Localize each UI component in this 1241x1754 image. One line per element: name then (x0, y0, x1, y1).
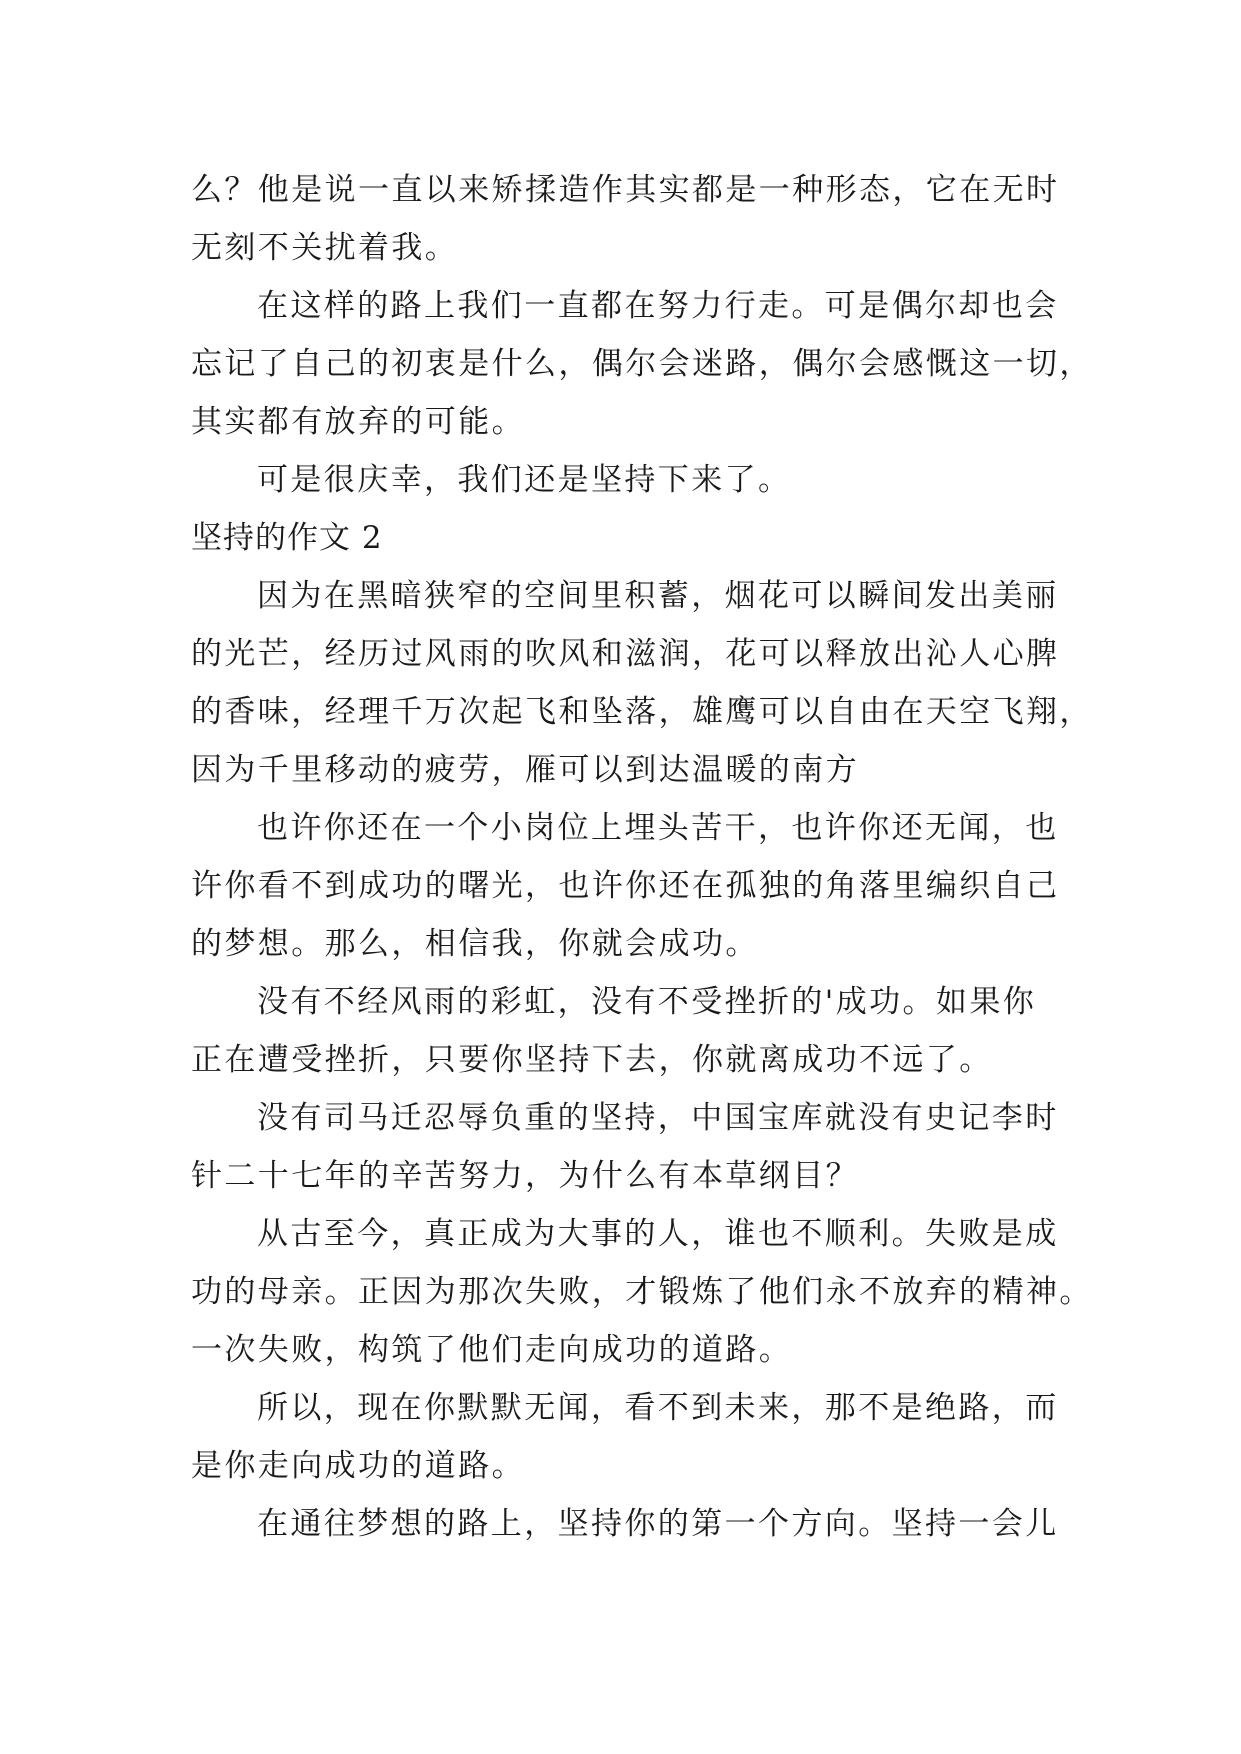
text-line: 针二十七年的辛苦努力，为什么有本草纲目？ (191, 1158, 859, 1194)
paragraph-start-line: 在这样的路上我们一直都在努力行走。可是偶尔却也会 (257, 288, 1059, 324)
document-body (191, 161, 1093, 1553)
text-line: 忘记了自己的初衷是什么，偶尔会迷路，偶尔会感慨这一切， (191, 346, 1093, 382)
text-line: 因为千里移动的疲劳，雁可以到达温暖的南方 (191, 752, 859, 788)
text-line: 的梦想。那么，相信我，你就会成功。 (191, 926, 759, 962)
paragraph-start-line: 可是很庆幸，我们还是坚持下来了。 (257, 462, 792, 498)
text-line: 是你走向成功的道路。 (191, 1448, 525, 1484)
paragraph-start-line: 没有不经风雨的彩虹，没有不受挫折的'成功。如果你 (257, 984, 1037, 1020)
paragraph-start-line: 在通往梦想的路上，坚持你的第一个方向。坚持一会儿 (257, 1506, 1059, 1542)
text-line: 功的母亲。正因为那次失败，才锻炼了他们永不放弃的精神。 (191, 1274, 1093, 1310)
paragraph-start-line: 因为在黑暗狭窄的空间里积蓄，烟花可以瞬间发出美丽 (257, 578, 1059, 614)
text-line: 一次失败，构筑了他们走向成功的道路。 (191, 1332, 793, 1368)
paragraph-start-line: 从古至今，真正成为大事的人，谁也不顺利。失败是成 (257, 1216, 1059, 1252)
paragraph-start-line: 也许你还在一个小岗位上埋头苦干，也许你还无闻，也 (257, 810, 1059, 846)
text-line: 的光芒，经历过风雨的吹风和滋润，花可以释放出沁人心脾 (191, 636, 1060, 672)
paragraph-start-line: 所以，现在你默默无闻，看不到未来，那不是绝路，而 (257, 1390, 1059, 1426)
text-line: 无刻不关扰着我。 (191, 230, 459, 266)
text-line: 正在遭受挫折，只要你坚持下去，你就离成功不远了。 (191, 1042, 993, 1078)
text-line: 么？他是说一直以来矫揉造作其实都是一种形态，它在无时 (191, 172, 1060, 208)
text-line: 许你看不到成功的曙光，也许你还在孤独的角落里编织自己 (191, 868, 1060, 904)
text-line: 的香味，经理千万次起飞和坠落，雄鹰可以自由在天空飞翔， (191, 694, 1093, 730)
paragraph-start-line: 没有司马迁忍辱负重的坚持，中国宝库就没有史记李时 (257, 1100, 1059, 1136)
text-line: 其实都有放弃的可能。 (191, 404, 525, 440)
section-heading: 坚持的作文 2 (191, 520, 383, 556)
